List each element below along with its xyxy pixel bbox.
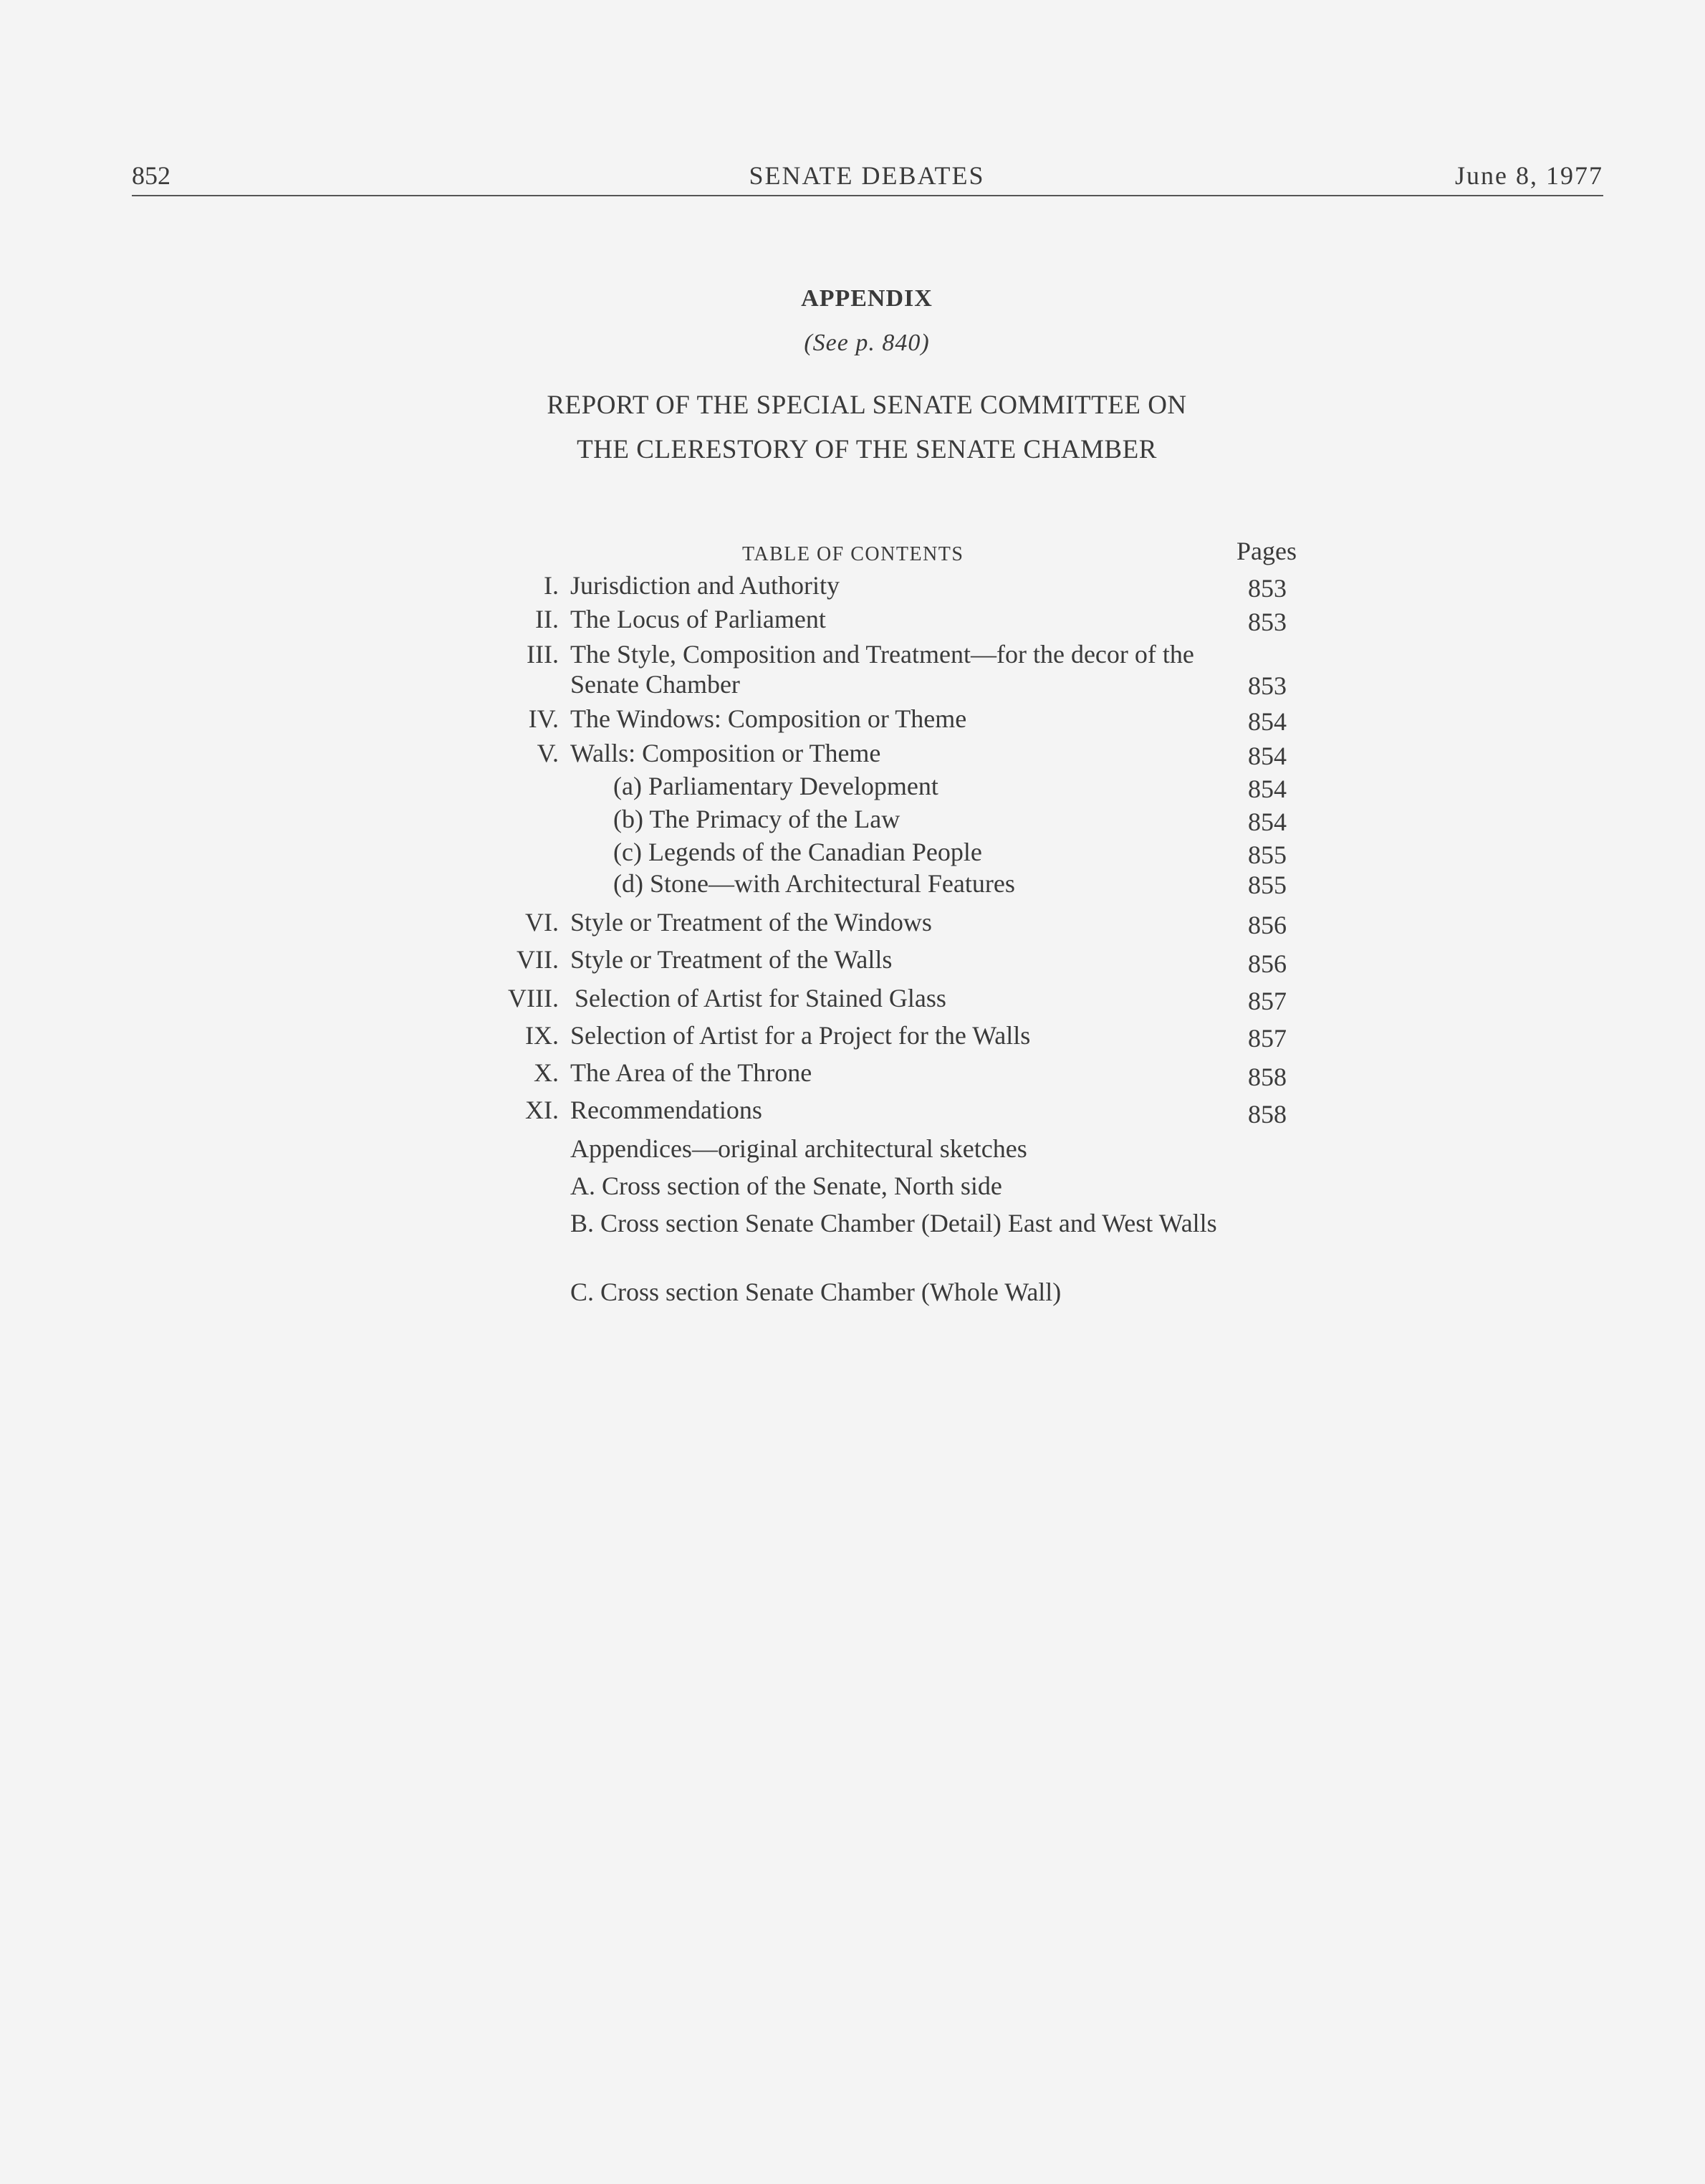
toc-entry-number: XI. [525,1096,559,1124]
toc-entry-number: III. [527,640,559,669]
toc-entry-page: 855 [1248,871,1287,899]
toc-entry-page: 853 [1248,574,1287,603]
toc-entry-number: VI. [525,908,559,937]
header-rule [132,195,1603,196]
toc-entry-title: Jurisdiction and Authority [570,571,840,600]
appendix-item-text: B. Cross section Senate Chamber (Detail) East and West Walls [570,1209,1217,1237]
toc-entry-page: 854 [1248,742,1287,770]
toc-entry-title: The Area of the Throne [570,1058,812,1087]
toc-entry-title: Style or Treatment of the Walls [570,945,893,974]
running-header [0,161,1705,196]
toc-entry-page: 857 [1248,987,1287,1015]
toc-entry-page: 854 [1248,775,1287,803]
report-title-line-2: THE CLERESTORY OF THE SENATE CHAMBER [577,435,1157,464]
appendix-title: APPENDIX [801,285,933,312]
toc-entry-title: (c) Legends of the Canadian People [613,838,982,866]
report-title-line-1: REPORT OF THE SPECIAL SENATE COMMITTEE ON [547,391,1187,420]
toc-heading: TABLE OF CONTENTS [742,543,964,565]
toc-entry-number: VII. [517,945,559,974]
toc-entry-number: I. [544,571,559,600]
toc-entry-page: 858 [1248,1063,1287,1091]
toc-entry-title: Walls: Composition or Theme [570,739,881,767]
toc-entry-page: 853 [1248,671,1287,700]
toc-entry-title: (a) Parliamentary Development [613,772,938,800]
toc-entry-page: 854 [1248,808,1287,836]
toc-entry-number: IX. [525,1021,559,1050]
see-page-note: (See p. 840) [804,330,930,356]
header-date: June 8, 1977 [1455,161,1603,190]
toc-entry-title: The Style, Composition and Treatment—for the decor of the Senate Chamber [570,640,1194,699]
toc-entry-title: (b) The Primacy of the Law [613,805,900,833]
toc-entry-title: Recommendations [570,1096,762,1124]
toc-entry-title: Style or Treatment of the Windows [570,908,932,937]
pages-heading: Pages [1236,537,1297,565]
toc-entry-number: IV. [528,704,559,733]
appendix-item-text: A. Cross section of the Senate, North side [570,1172,1002,1200]
appendices-heading-text: Appendices—original architectural sketches [570,1134,1027,1163]
toc-entry-page: 854 [1248,707,1287,736]
toc-entry-page: 856 [1248,911,1287,939]
toc-entry-title: The Locus of Parliament [570,605,826,633]
toc-entry-number: II. [535,605,559,633]
toc-entry-number: VIII. [508,984,559,1012]
toc-entry-number: V. [537,739,559,767]
toc-entry-page: 853 [1248,608,1287,636]
toc-entry-title: (d) Stone—with Architectural Features [613,869,1015,898]
toc-entry-title: Selection of Artist for a Project for the Walls [570,1021,1031,1050]
page-number: 852 [132,161,170,190]
toc-entry-page: 858 [1248,1100,1287,1129]
appendix-item-text: C. Cross section Senate Chamber (Whole Wall) [570,1278,1062,1306]
toc-entry-title: Selection of Artist for Stained Glass [575,984,946,1012]
toc-entry-page: 857 [1248,1024,1287,1053]
running-title: SENATE DEBATES [749,161,985,190]
toc-entry-title: The Windows: Composition or Theme [570,704,967,733]
toc-entry-page: 856 [1248,949,1287,978]
toc-entry-number: X. [534,1058,559,1087]
toc-entry-page: 855 [1248,840,1287,869]
